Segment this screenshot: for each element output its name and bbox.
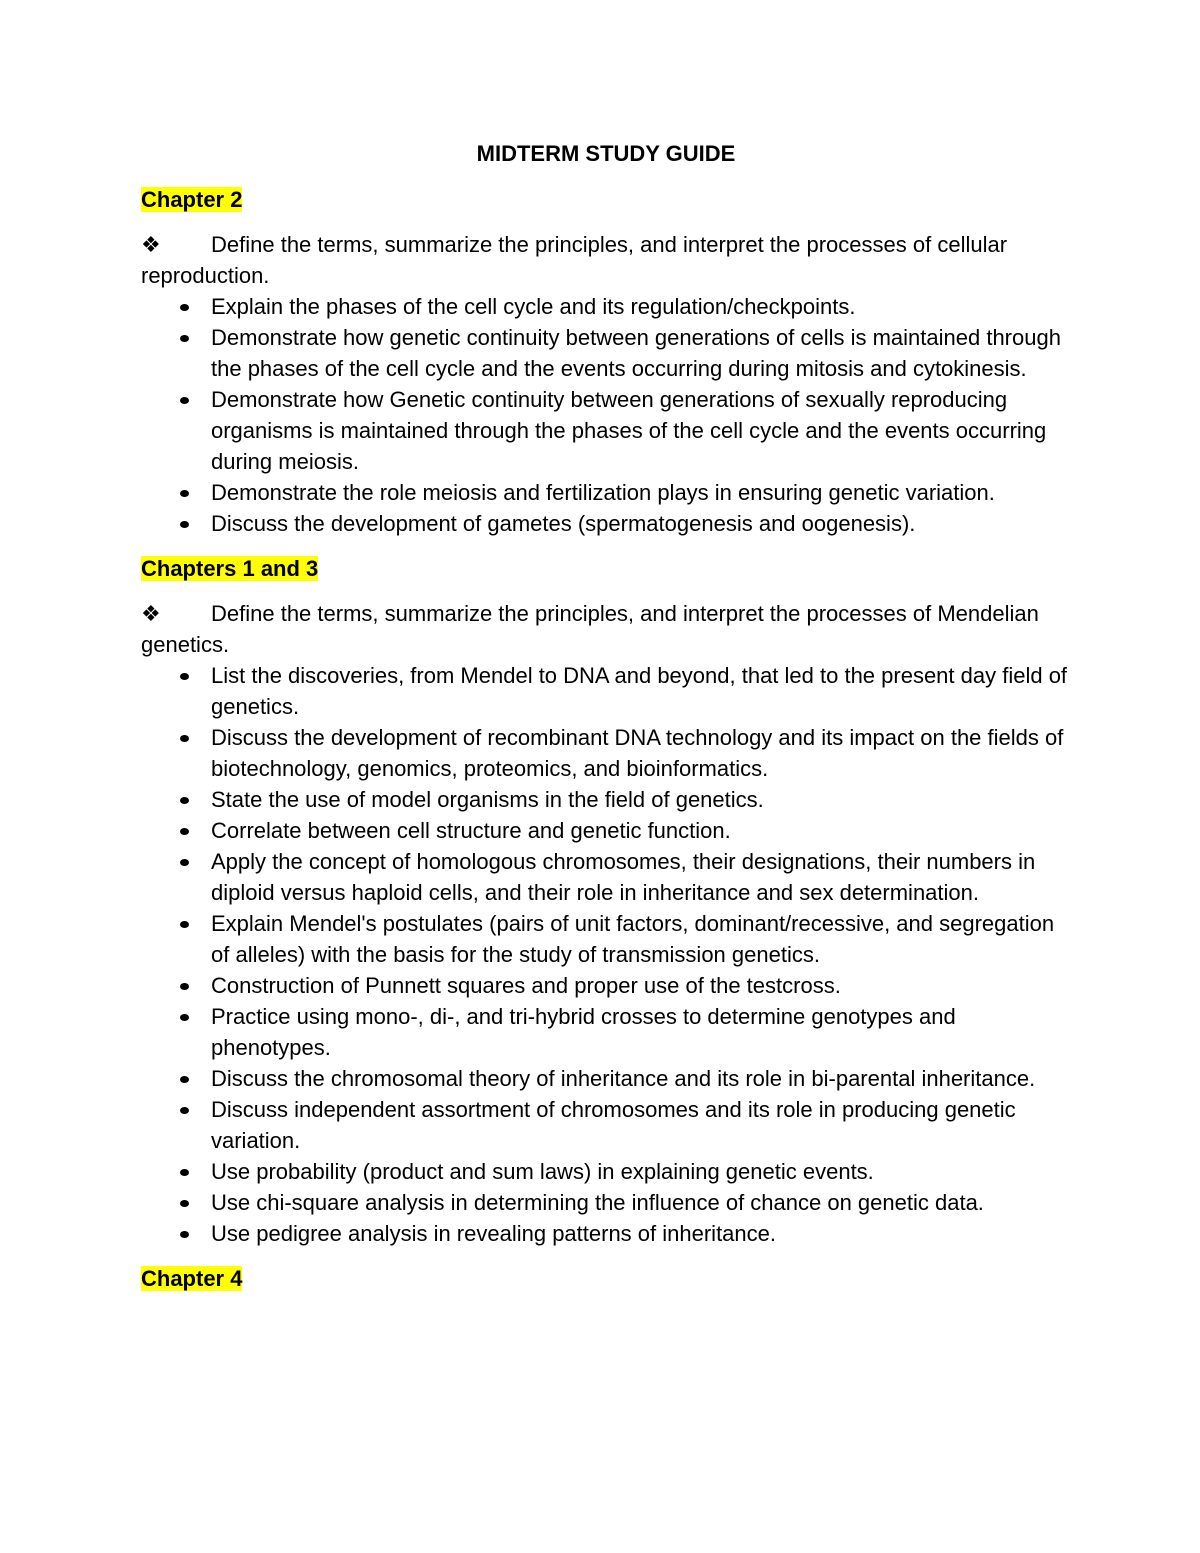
section-heading-chapters-1-and-3 (141, 553, 1071, 584)
bullet-dot-icon (180, 1200, 189, 1207)
bullet-dot-icon (180, 797, 189, 804)
document-title: MIDTERM STUDY GUIDE (476, 141, 736, 166)
objective-text: Define the terms, summarize the principles, and interpret the processes of cellular reproduction. (141, 232, 1008, 288)
section-objective (141, 598, 1071, 660)
bullet-dot-icon (180, 673, 189, 680)
bullet-dot-icon (180, 1076, 189, 1083)
objective-bullet-list (141, 291, 1071, 539)
bullet-dot-icon (180, 1014, 189, 1021)
list-item: Practice using mono-, di-, and tri-hybrid crosses to determine genotypes and phenotypes. (141, 1001, 1071, 1063)
document-page (141, 138, 1071, 1308)
list-item: Use pedigree analysis in revealing patterns of inheritance. (141, 1218, 1071, 1249)
list-item: Explain Mendel's postulates (pairs of unit factors, dominant/recessive, and segregation of alleles) with the basis for the study of transmission genetics. (141, 908, 1071, 970)
bullet-dot-icon (180, 521, 189, 528)
bullet-dot-icon (180, 490, 189, 497)
list-item: Discuss the chromosomal theory of inheritance and its role in bi-parental inheritance. (141, 1063, 1071, 1094)
bullet-dot-icon (180, 1107, 189, 1114)
objective-text: Define the terms, summarize the principles, and interpret the processes of Mendelian genetics. (141, 601, 1039, 657)
section-objective (141, 229, 1071, 291)
list-item: Use probability (product and sum laws) in explaining genetic events. (141, 1156, 1071, 1187)
list-item: Apply the concept of homologous chromosomes, their designations, their numbers in diploid versus haploid cells, and their role in inheritance and sex determination. (141, 846, 1071, 908)
list-item: List the discoveries, from Mendel to DNA and beyond, that led to the present day field of genetics. (141, 660, 1071, 722)
section-heading-chapter-2 (141, 184, 1071, 215)
bullet-dot-icon (180, 1231, 189, 1238)
objective-bullet-list (141, 660, 1071, 1249)
diamond-bullet-icon: ❖ (141, 601, 161, 626)
list-item: Construction of Punnett squares and proper use of the testcross. (141, 970, 1071, 1001)
bullet-dot-icon (180, 397, 189, 404)
bullet-dot-icon (180, 828, 189, 835)
bullet-dot-icon (180, 983, 189, 990)
section-heading-chapter-4 (141, 1263, 1071, 1294)
list-item: State the use of model organisms in the field of genetics. (141, 784, 1071, 815)
section-heading-text: Chapter 4 (141, 1266, 243, 1291)
bullet-dot-icon (180, 304, 189, 311)
list-item: Discuss independent assortment of chromosomes and its role in producing genetic variation. (141, 1094, 1071, 1156)
bullet-dot-icon (180, 859, 189, 866)
bullet-dot-icon (180, 1169, 189, 1176)
section-heading-text: Chapter 2 (141, 187, 243, 212)
list-item: Demonstrate the role meiosis and fertilization plays in ensuring genetic variation. (141, 477, 1071, 508)
list-item: Demonstrate how genetic continuity between generations of cells is maintained through the phases of the cell cycle and the events occurring during mitosis and cytokinesis. (141, 322, 1071, 384)
bullet-dot-icon (180, 335, 189, 342)
diamond-bullet-icon: ❖ (141, 232, 161, 257)
list-item: Demonstrate how Genetic continuity between generations of sexually reproducing organisms is maintained through the phases of the cell cycle and the events occurring during meiosis. (141, 384, 1071, 477)
list-item: Use chi-square analysis in determining the influence of chance on genetic data. (141, 1187, 1071, 1218)
list-item: Discuss the development of recombinant DNA technology and its impact on the fields of biotechnology, genomics, proteomics, and bioinformatics. (141, 722, 1071, 784)
list-item: Discuss the development of gametes (spermatogenesis and oogenesis). (141, 508, 1071, 539)
bullet-dot-icon (180, 921, 189, 928)
section-heading-text: Chapters 1 and 3 (141, 556, 319, 581)
list-item: Correlate between cell structure and genetic function. (141, 815, 1071, 846)
list-item: Explain the phases of the cell cycle and its regulation/checkpoints. (141, 291, 1071, 322)
bullet-dot-icon (180, 735, 189, 742)
